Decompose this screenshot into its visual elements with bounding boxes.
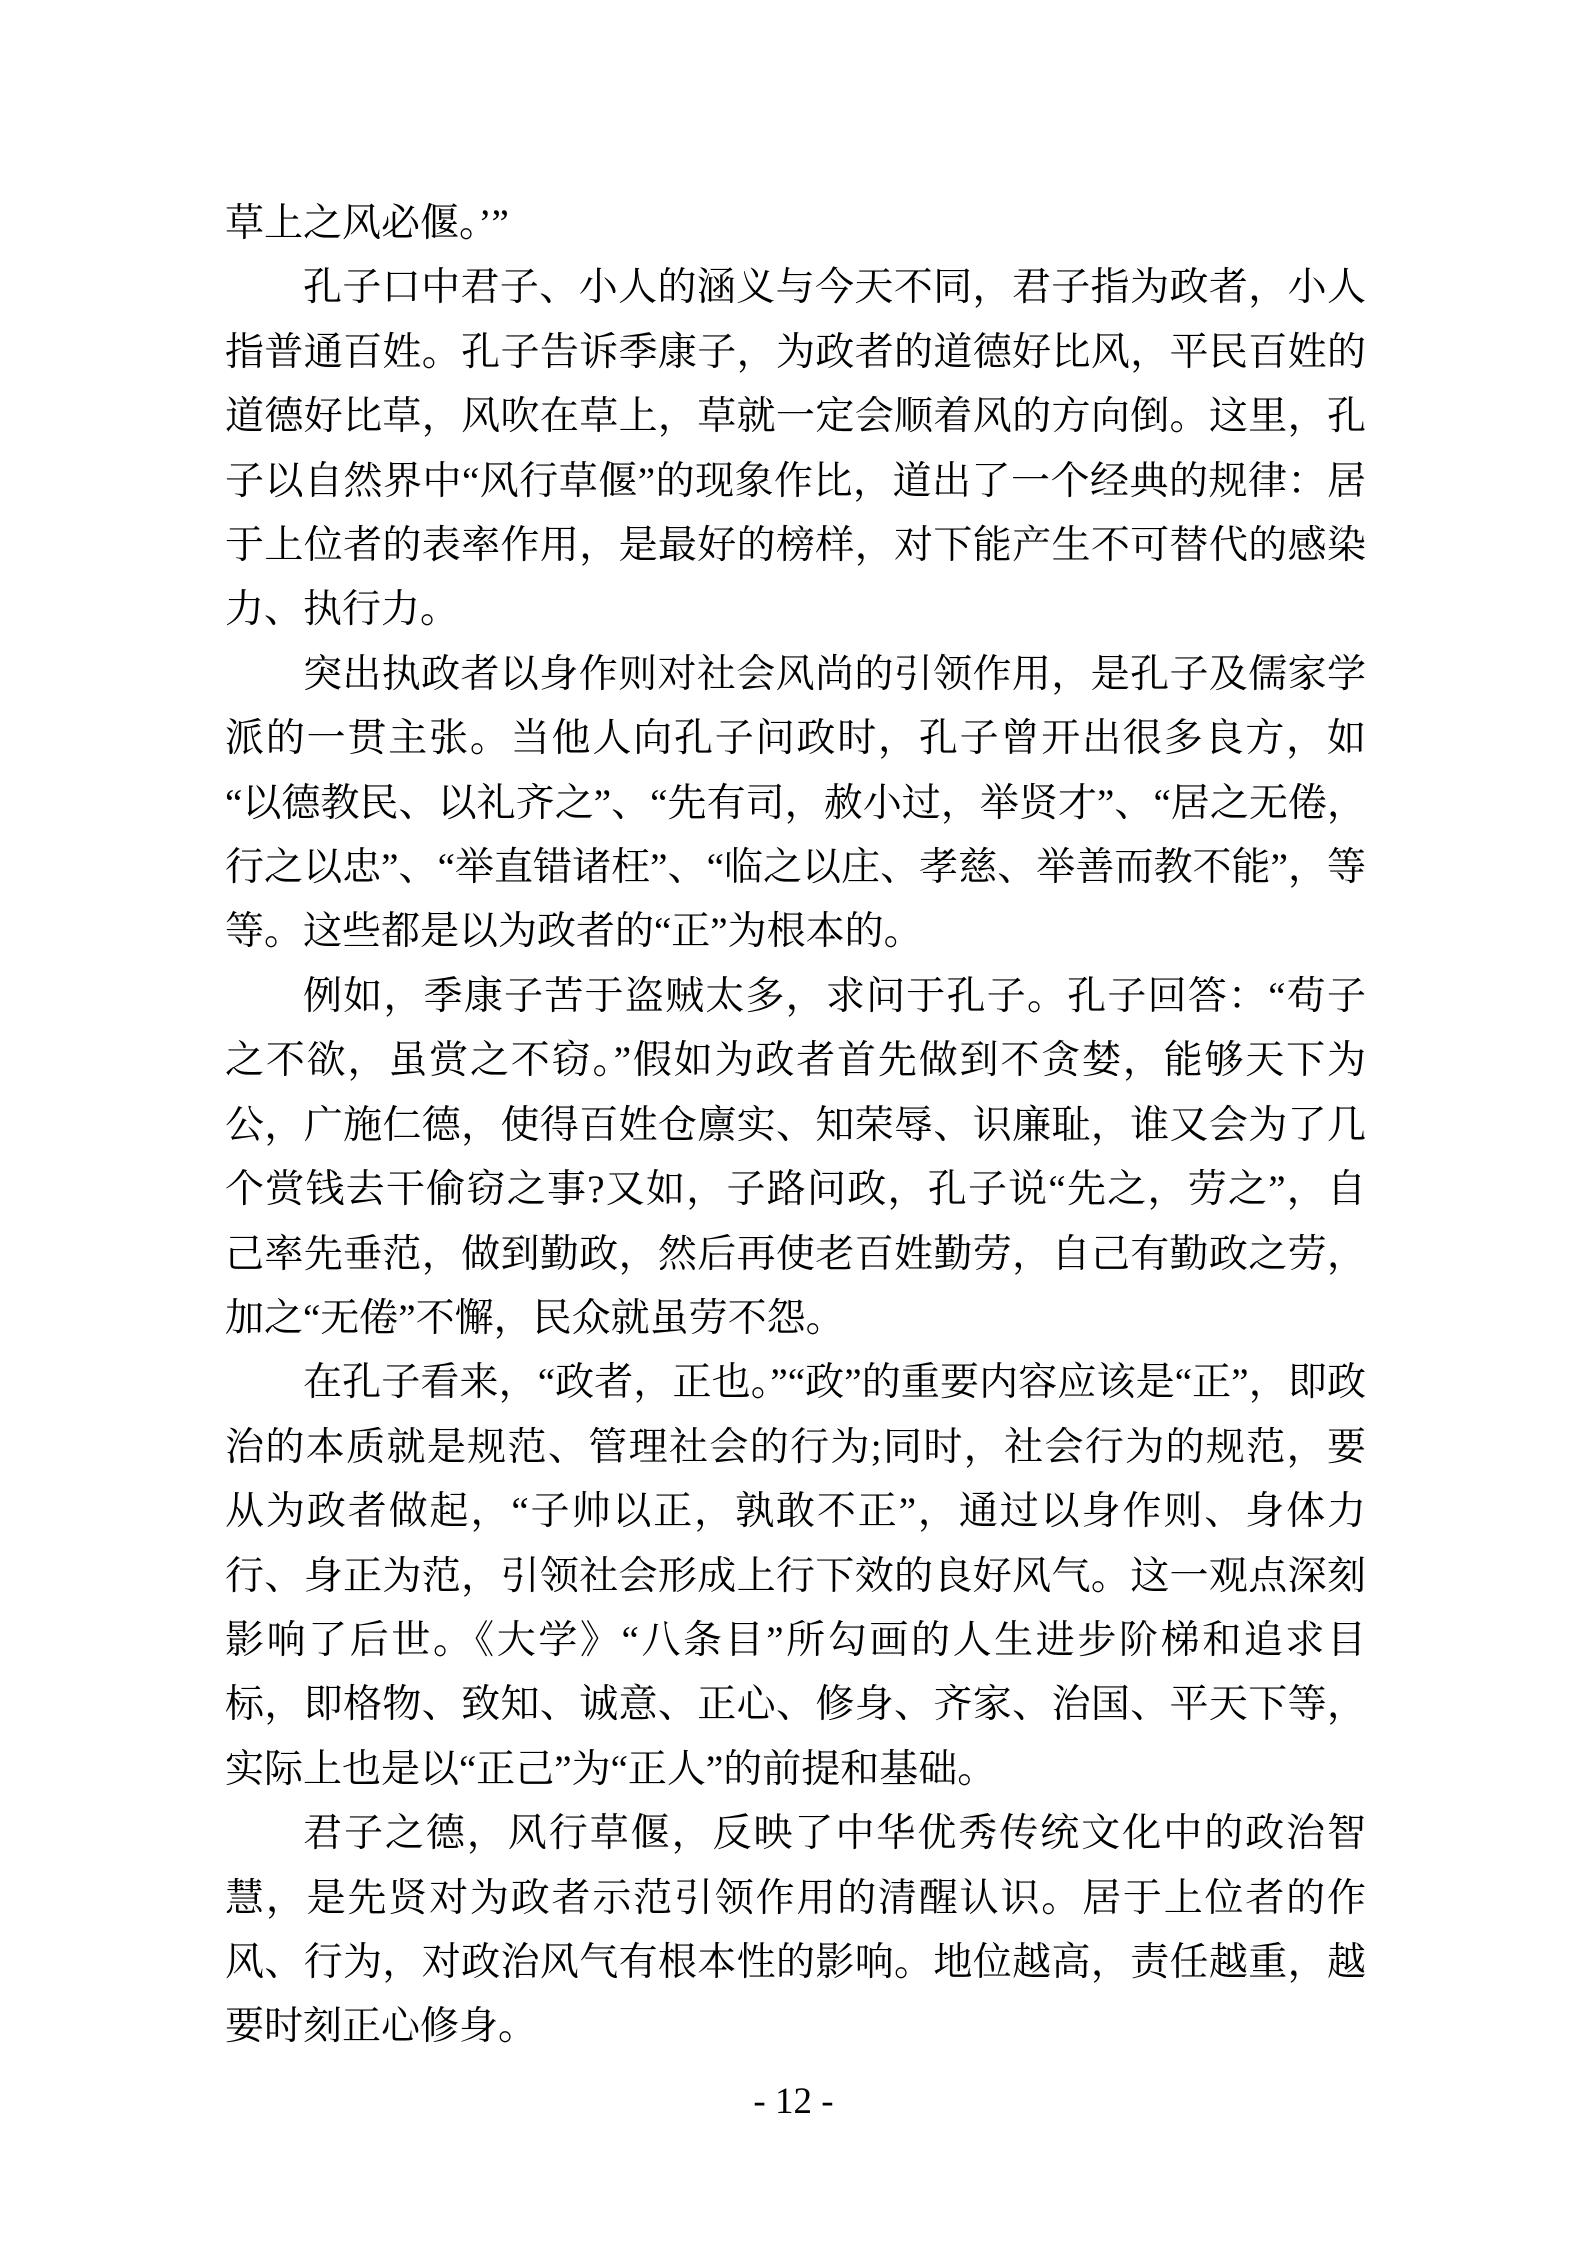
paragraph: 孔子口中君子、小人的涵义与今天不同，君子指为政者，小人指普通百姓。孔子告诉季康子，为政者的道德好比风，平民百姓的道德好比草，风吹在草上，草就一定会顺着风的方向倒。这里，孔子以自然界中“风行草偃”的现象作比，道出了一个经典的规律：居于上位者的表率作用，是最好的榜样，对下能产生不可替代的感染力、执行力。 xyxy=(225,266,1366,632)
paragraph: 例如，季康子苦于盗贼太多，求问于孔子。孔子回答：“苟子之不欲，虽赏之不窃。”假如为政者首先做到不贪婪，能够天下为公，广施仁德，使得百姓仓廪实、知荣辱、识廉耻，谁又会为了几个赏钱去干偷窃之事?又如，子路问政，孔子说“先之，劳之”，自己率先垂范，做到勤政，然后再使老百姓勤劳，自己有勤政之劳，加之“无倦”不懈，民众就虽劳不怨。 xyxy=(225,974,1366,1340)
page-footer xyxy=(0,2082,1587,2122)
paragraph: 在孔子看来，“政者，正也。”“政”的重要内容应该是“正”，即政治的本质就是规范、管理社会的行为;同时，社会行为的规范，要从为政者做起，“子帅以正，孰敢不正”，通过以身作则、身体力行、身正为范，引领社会形成上行下效的良好风气。这一观点深刻影响了后世。《大学》“八条目”所勾画的人生进步阶梯和追求目标，即格物、致知、诚意、正心、修身、齐家、治国、平天下等，实际上也是以“正己”为“正人”的前提和基础。 xyxy=(225,1361,1366,1791)
page-number: - 12 - xyxy=(753,2081,834,2122)
paragraph: 君子之德，风行草偃，反映了中华优秀传统文化中的政治智慧，是先贤对为政者示范引领作用的清醒认识。居于上位者的作风、行为，对政治风气有根本性的影响。地位越高，责任越重，越要时刻正心修身。 xyxy=(225,1812,1366,2049)
paragraph: 草上之风必偃。’” xyxy=(225,202,509,245)
paragraph: 突出执政者以身作则对社会风尚的引领作用，是孔子及儒家学派的一贯主张。当他人向孔子问政时，孔子曾开出很多良方，如“以德教民、以礼齐之”、“先有司，赦小过，举贤才”、“居之无倦，行之以忠”、“举直错诸枉”、“临之以庄、孝慈、举善而教不能”，等等。这些都是以为政者的“正”为根本的。 xyxy=(225,652,1366,954)
page-body xyxy=(225,192,1366,2060)
